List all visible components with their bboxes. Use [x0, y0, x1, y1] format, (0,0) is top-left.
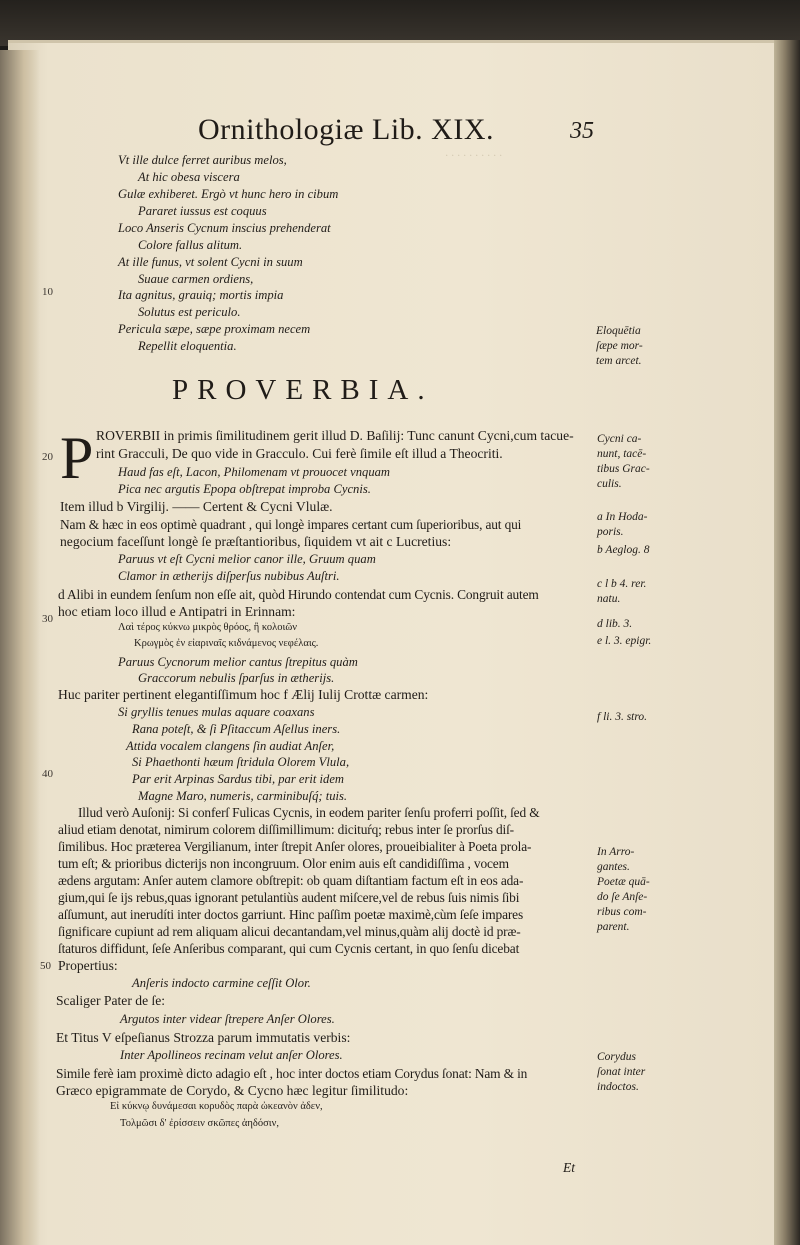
body-line: Græco epigrammate de Corydo, & Cycno hæc legitur ſimilitudo:: [56, 1083, 409, 1098]
side-note: d lib. 3.: [597, 618, 633, 630]
line-number: 50: [40, 960, 51, 972]
greek-verse: Εἰ κύκνῳ δυνάμεσαι κορυδὸς παρὰ ὠκεανὸν ἀδεν,: [110, 1101, 323, 1112]
side-note: Cycni ca- nunt, tacē- tibus Grac- culis.: [597, 433, 650, 490]
catchword: Et: [563, 1160, 576, 1175]
verse-line: Vt ille dulce ferret auribus melos,: [118, 153, 287, 167]
body-line: ædens argutam: Anſer autem clamore obſtrepit: ob quam diſtantiam factum eſt in eos ada-: [58, 873, 524, 888]
verse-line: At ille funus, vt solent Cycni in suum: [118, 255, 303, 269]
verse-line: Ita agnitus, grauiq; mortis impia: [118, 288, 284, 302]
verse-line: At hic obesa viscera: [138, 170, 240, 184]
body-line: Huc pariter pertinent elegantiſſimum hoc f Ælij Iulij Crottæ carmen:: [58, 687, 429, 702]
bleed-through: · · · · · · · · · ·: [445, 148, 502, 162]
verse-line: Colore fallus alitum.: [138, 238, 243, 252]
body-line: Illud verò Auſonij: Si conferſ Fulicas Cycnis, in eodem pariter ſenſu proferri poſſit, ſed &: [78, 805, 540, 820]
verse-line: Pararet iussus est coquus: [138, 204, 267, 218]
greek-verse: Κρωγμὸς ἐν εἰαριναῖς κιδνάμενος νεφέλαις.: [134, 638, 319, 649]
line-number: 30: [42, 613, 53, 625]
side-note: b Aeglog. 8: [597, 544, 650, 556]
body-line: negocium faceſſunt longè ſe præſtantioribus, ſiquidem vt ait c Lucretius:: [60, 534, 452, 549]
side-note: f li. 3. stro.: [597, 711, 648, 723]
line-number: 20: [42, 451, 53, 463]
body-line: aſſumunt, aut inerudíti inter doctos garriunt. Hinc paſſim poetæ maximè,cùm ſeſe impares: [58, 907, 524, 922]
verse-line: Pica nec argutis Epopa obſtrepat improba Cycnis.: [118, 482, 371, 496]
verse-line: Rana poteſt, & ſi Pſitaccum Aſellus iners.: [132, 722, 341, 736]
side-note: a In Hoda- poris.: [597, 511, 648, 538]
body-line: rint Gracculi, De quo vide in Gracculo. Cui ferè ſimile eſt illud a Theocriti.: [96, 446, 503, 461]
verse-line: Gulæ exhiberet. Ergò vt hunc hero in cibum: [118, 187, 339, 201]
line-number: 40: [42, 768, 53, 780]
body-line: ſignificare cupiunt ad rem aliquam alicui decantandam,vel minus,quàm alij doctè id præ-: [58, 924, 521, 939]
side-note: e l. 3. epigr.: [597, 635, 652, 647]
verse-line: Haud fas eſt, Lacon, Philomenam vt prouocet vnquam: [118, 465, 391, 479]
body-line: aliud etiam denotat, nimirum colorem diſſimillimum: dicituŕq; rebus inter ſe prorſus diſ-: [58, 822, 514, 837]
greek-verse: Λαὶ τέρος κύκνω μικρὸς θρόος, ἢ κολοιῶν: [118, 622, 297, 633]
verse-line: Argutos inter videar ſtrepere Anſer Olores.: [120, 1012, 335, 1026]
side-note: Corydus ſonat inter indoctos.: [597, 1051, 646, 1093]
verse-line: Suaue carmen ordiens,: [138, 272, 254, 286]
page-number: 35: [570, 118, 594, 144]
side-note: Eloquētia ſæpe mor- tem arcet.: [596, 325, 643, 367]
verse-line: Graccorum nebulis ſparſus in ætherijs.: [138, 671, 335, 685]
body-line: Item illud b Virgilij. —— Certent & Cycni Vlulæ.: [60, 499, 333, 514]
verse-line: Clamor in ætherijs diſperſus nubibus Auſtri.: [118, 569, 340, 583]
body-line: gium,qui ſe ijs rebus,quas ignorant petulantiùs audent miſcere,vel de rebus ſuis nimis ſibi: [58, 890, 520, 905]
side-note: In Arro- gantes. Poetæ quā- do ſe Anſe- ribus com- parent.: [597, 846, 650, 933]
greek-verse: Τολμῶσι δ' ἐρίσσειν σκῶπες ἀηδόσιν,: [120, 1118, 279, 1129]
body-line: Simile ferè iam proximè dicto adagio eſt , hoc inter doctos etiam Corydus ſonat: Nam & in: [56, 1066, 528, 1081]
verse-line: Paruus Cycnorum melior cantus ſtrepitus quàm: [118, 655, 358, 669]
page-edges: [774, 40, 800, 1245]
body-line: Propertius:: [58, 958, 118, 973]
verse-line: Loco Anseris Cycnum inscius prehenderat: [118, 221, 331, 235]
verse-line: Si gryllis tenues mulas aquare coaxans: [118, 705, 315, 719]
body-line: Et Titus V eſpeſianus Strozza parum immutatis verbis:: [56, 1030, 351, 1045]
verse-line: Solutus est periculo.: [138, 305, 241, 319]
section-title: PROVERBIA.: [172, 374, 434, 406]
line-number: 10: [42, 286, 53, 298]
verse-line: Si Phaethonti hæum ſtridula Olorem Vlula,: [132, 755, 350, 769]
body-line: d Alibi in eundem ſenſum non eſſe ait, quòd Hirundo contendat cum Cycnis. Congruit autem: [58, 587, 539, 602]
body-line: Scaliger Pater de ſe:: [56, 993, 166, 1008]
verse-line: Anſeris indocto carmine ceſſit Olor.: [132, 976, 311, 990]
drop-cap: P: [60, 425, 94, 491]
running-head: Ornithologiæ Lib. XIX.: [198, 113, 494, 146]
side-note: c l b 4. rer. natu.: [597, 578, 647, 605]
body-line: ſimilibus. Hoc præterea Vergilianum, inter ſtrepit Anſer olores, proueibialiter à Poeta prola-: [58, 839, 532, 854]
verse-line: Magne Maro, numeris, carminibuſq́; tuis.: [138, 789, 348, 803]
verse-line: Par erit Arpinas Sardus tibi, par erit idem: [132, 772, 345, 786]
verse-line: Repellit eloquentia.: [138, 339, 237, 353]
verse-line: Pericula sæpe, sæpe proximam necem: [118, 322, 311, 336]
verse-line: Attida vocalem clangens ſin audiat Anſer,: [126, 739, 335, 753]
binding-gutter: [0, 50, 40, 1245]
body-line: ſtaturos diffidunt, ſeſe Anſeribus comparant, qui cum Cycnis certant, in quo ſenſu dicebat: [58, 941, 520, 956]
body-line: hoc etiam loco illud e Antipatri in Erinnam:: [58, 604, 296, 619]
body-line: Nam & hæc in eos optimè quadrant , qui longè impares certant cum ſuperioribus, aut qui: [60, 517, 522, 532]
body-line: ROVERBII in primis ſimilitudinem gerit illud D. Baſilij: Tunc canunt Cycni,cum tacue-: [96, 428, 574, 443]
verse-line: Inter Apollineos recinam velut anſer Olores.: [120, 1048, 343, 1062]
body-line: tum eſt; & prioribus dicterijs non incongruum. Olor enim auis eſt candidiſſima , vocem: [58, 856, 509, 871]
verse-line: Paruus vt eſt Cycni melior canor ille, Gruum quam: [118, 552, 376, 566]
